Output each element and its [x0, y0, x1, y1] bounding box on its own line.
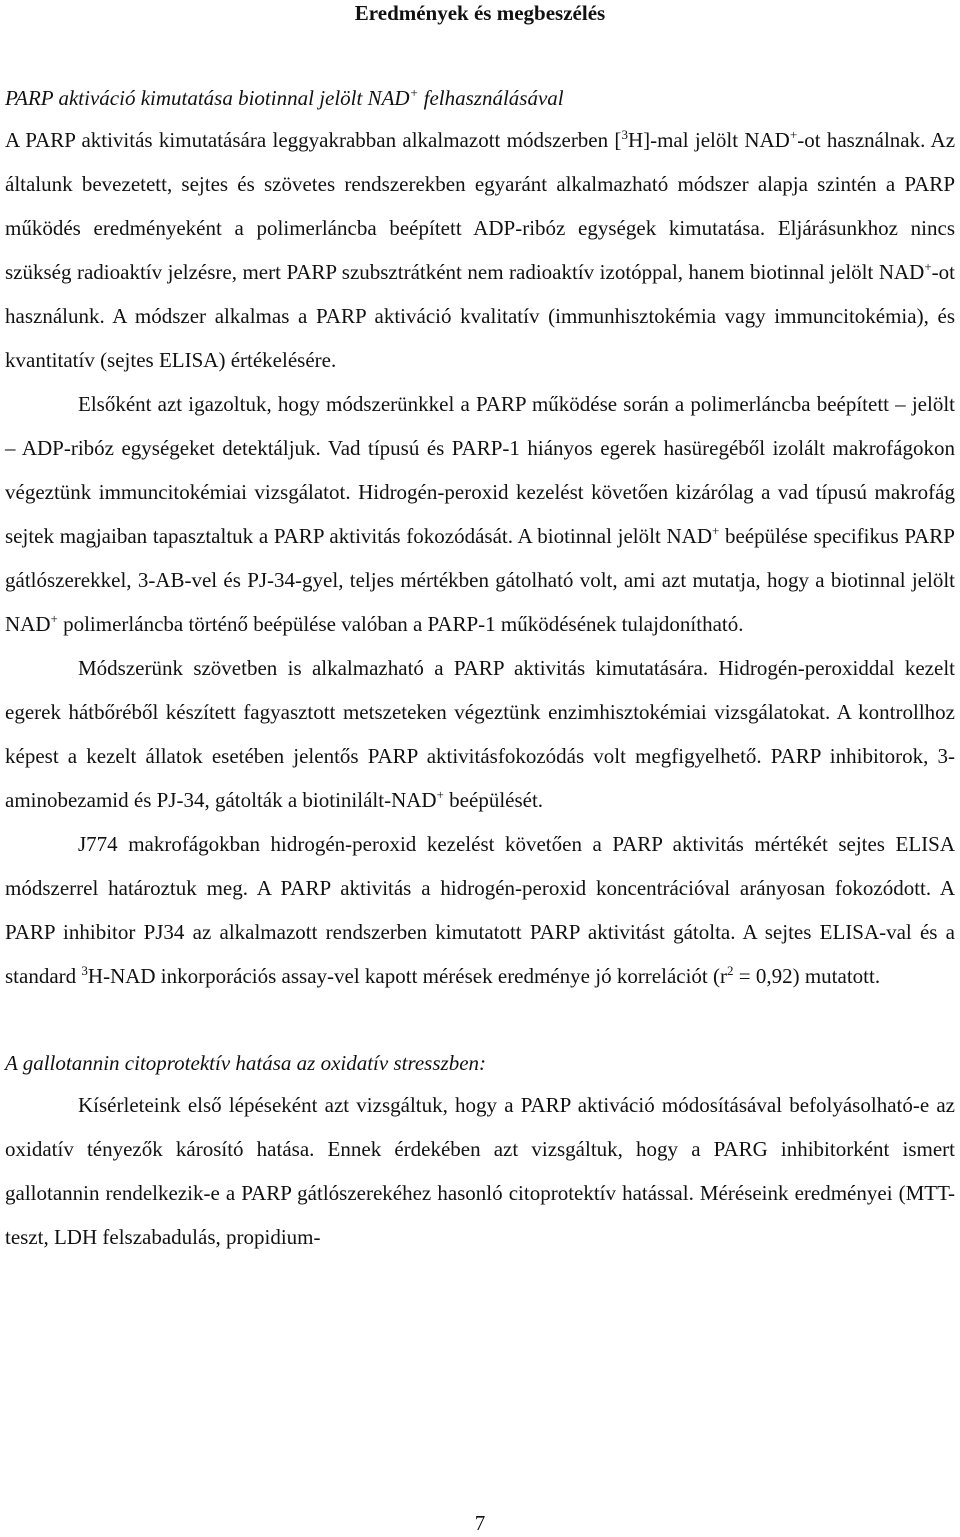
superscript: 3: [81, 963, 88, 978]
superscript: +: [436, 787, 444, 802]
superscript: +: [924, 259, 932, 274]
paragraph-text: A PARP aktivitás kimutatására leggyakrabban alkalmazott módszerben [: [5, 128, 622, 152]
paragraph-text: polimerláncba történő beépülése valóban a PARP-1 működésének tulajdonítható.: [57, 612, 744, 636]
superscript: +: [711, 523, 720, 538]
subsection-heading-gallotannin: A gallotannin citoprotektív hatása az oxidatív stresszben:: [5, 1051, 487, 1075]
paragraph-2: [5, 382, 955, 646]
superscript: 2: [727, 963, 734, 978]
page-number: 7: [474, 1511, 486, 1535]
paragraph-1: [5, 118, 955, 382]
paragraph-text: H]-mal jelölt NAD: [627, 128, 790, 152]
paragraph-5: Kísérleteink első lépéseként azt vizsgáltuk, hogy a PARP aktiváció módosításával befolyásolható-e az oxidatív tényezők károsító hatása. Ennek érdekében azt vizsgáltuk, hogy a PARG inhibitorként ismert gallotannin rendelkezik-e a PARP gátlószerekéhez hasonló citoprotektív hatással. Méréseink eredményei (MTT-teszt, LDH felszabadulás, propidium-: [5, 1093, 955, 1249]
paragraph-text: H-NAD inkorporációs assay-vel kapott mérések eredménye jó korrelációt (r: [87, 964, 728, 988]
paragraph-text: = 0,92) mutatott.: [733, 964, 881, 988]
paragraph-text: Módszerünk szövetben is alkalmazható a PARP aktivitás kimutatására. Hidrogén-peroxiddal kezelt egerek hátbőréből készített fagyasztott metszeteken végeztünk enzimhisztokémiai vizsgálatokat. A kontrollhoz képest a kezelt állatok esetében jelentős PARP aktivitásfokozódás volt megfigyelhető. PARP inhibitorok, 3-aminobezamid és PJ-34, gátolták a biotinilált-NAD: [5, 656, 955, 812]
heading-text-end: felhasználásával: [418, 86, 564, 110]
heading-superscript: +: [409, 85, 419, 100]
paragraph-text: beépülését.: [443, 788, 544, 812]
paragraph-4: [5, 822, 955, 998]
paragraph-text: -ot használnak. Az általunk bevezetett, sejtes és szövetes rendszerekben egyaránt alkalmazható módszer alapja szintén a PARP működés eredményeként a polimerláncba beépített ADP-ribóz egységek kimutatása. Eljárásunkhoz nincs szükség radioaktív jelzésre, mert PARP szubsztrátként nem radioaktív izotóppal, hanem biotinnal jelölt NAD: [5, 128, 956, 284]
subsection-heading-parp: [5, 86, 955, 110]
document-page: [5, 0, 955, 1259]
superscript: +: [50, 611, 58, 626]
paragraph-text: J774 makrofágokban hidrogén-peroxid kezelést követően a PARP aktivitás mértékét sejtes ELISA módszerrel határoztuk meg. A PARP aktivitás a hidrogén-peroxid koncentrációval arányosan fokozódott. A PARP inhibitor PJ34 az alkalmazott rendszerben kimutatott PARP aktivitást gátolta. A sejtes ELISA-val és a standard: [5, 832, 955, 988]
heading-text: PARP aktiváció kimutatása biotinnal jelölt NAD: [5, 86, 410, 110]
paragraph-3: [5, 646, 955, 822]
superscript: +: [789, 127, 798, 142]
paragraph-text: -ot használunk. A módszer alkalmas a PARP aktiváció kvalitatív (immunhisztokémia vagy immuncitokémia), és kvantitatív (sejtes ELISA) értékelésére.: [5, 260, 955, 372]
superscript: 3: [621, 127, 628, 142]
paragraph-text: Elsőként azt igazoltuk, hogy módszerünkkel a PARP működése során a polimerláncba beépített – jelölt – ADP-ribóz egységeket detektáljuk. Vad típusú és PARP-1 hiányos egerek hasüregéből izolált makrofágokon végeztünk immuncitokémiai vizsgálatot. Hidrogén-peroxid kezelést követően kizárólag a vad típusú makrofág sejtek magjaiban tapasztaltuk a PARP aktivitás fokozódását. A biotinnal jelölt NAD: [5, 392, 955, 548]
paragraph-text: beépülése specifikus PARP gátlószerekkel, 3-AB-vel és PJ-34-gyel, teljes mértékben gátolható volt, ami azt mutatja, hogy a biotinnal jelölt NAD: [5, 524, 955, 636]
section-title: Eredmények és megbeszélés: [354, 1, 606, 25]
